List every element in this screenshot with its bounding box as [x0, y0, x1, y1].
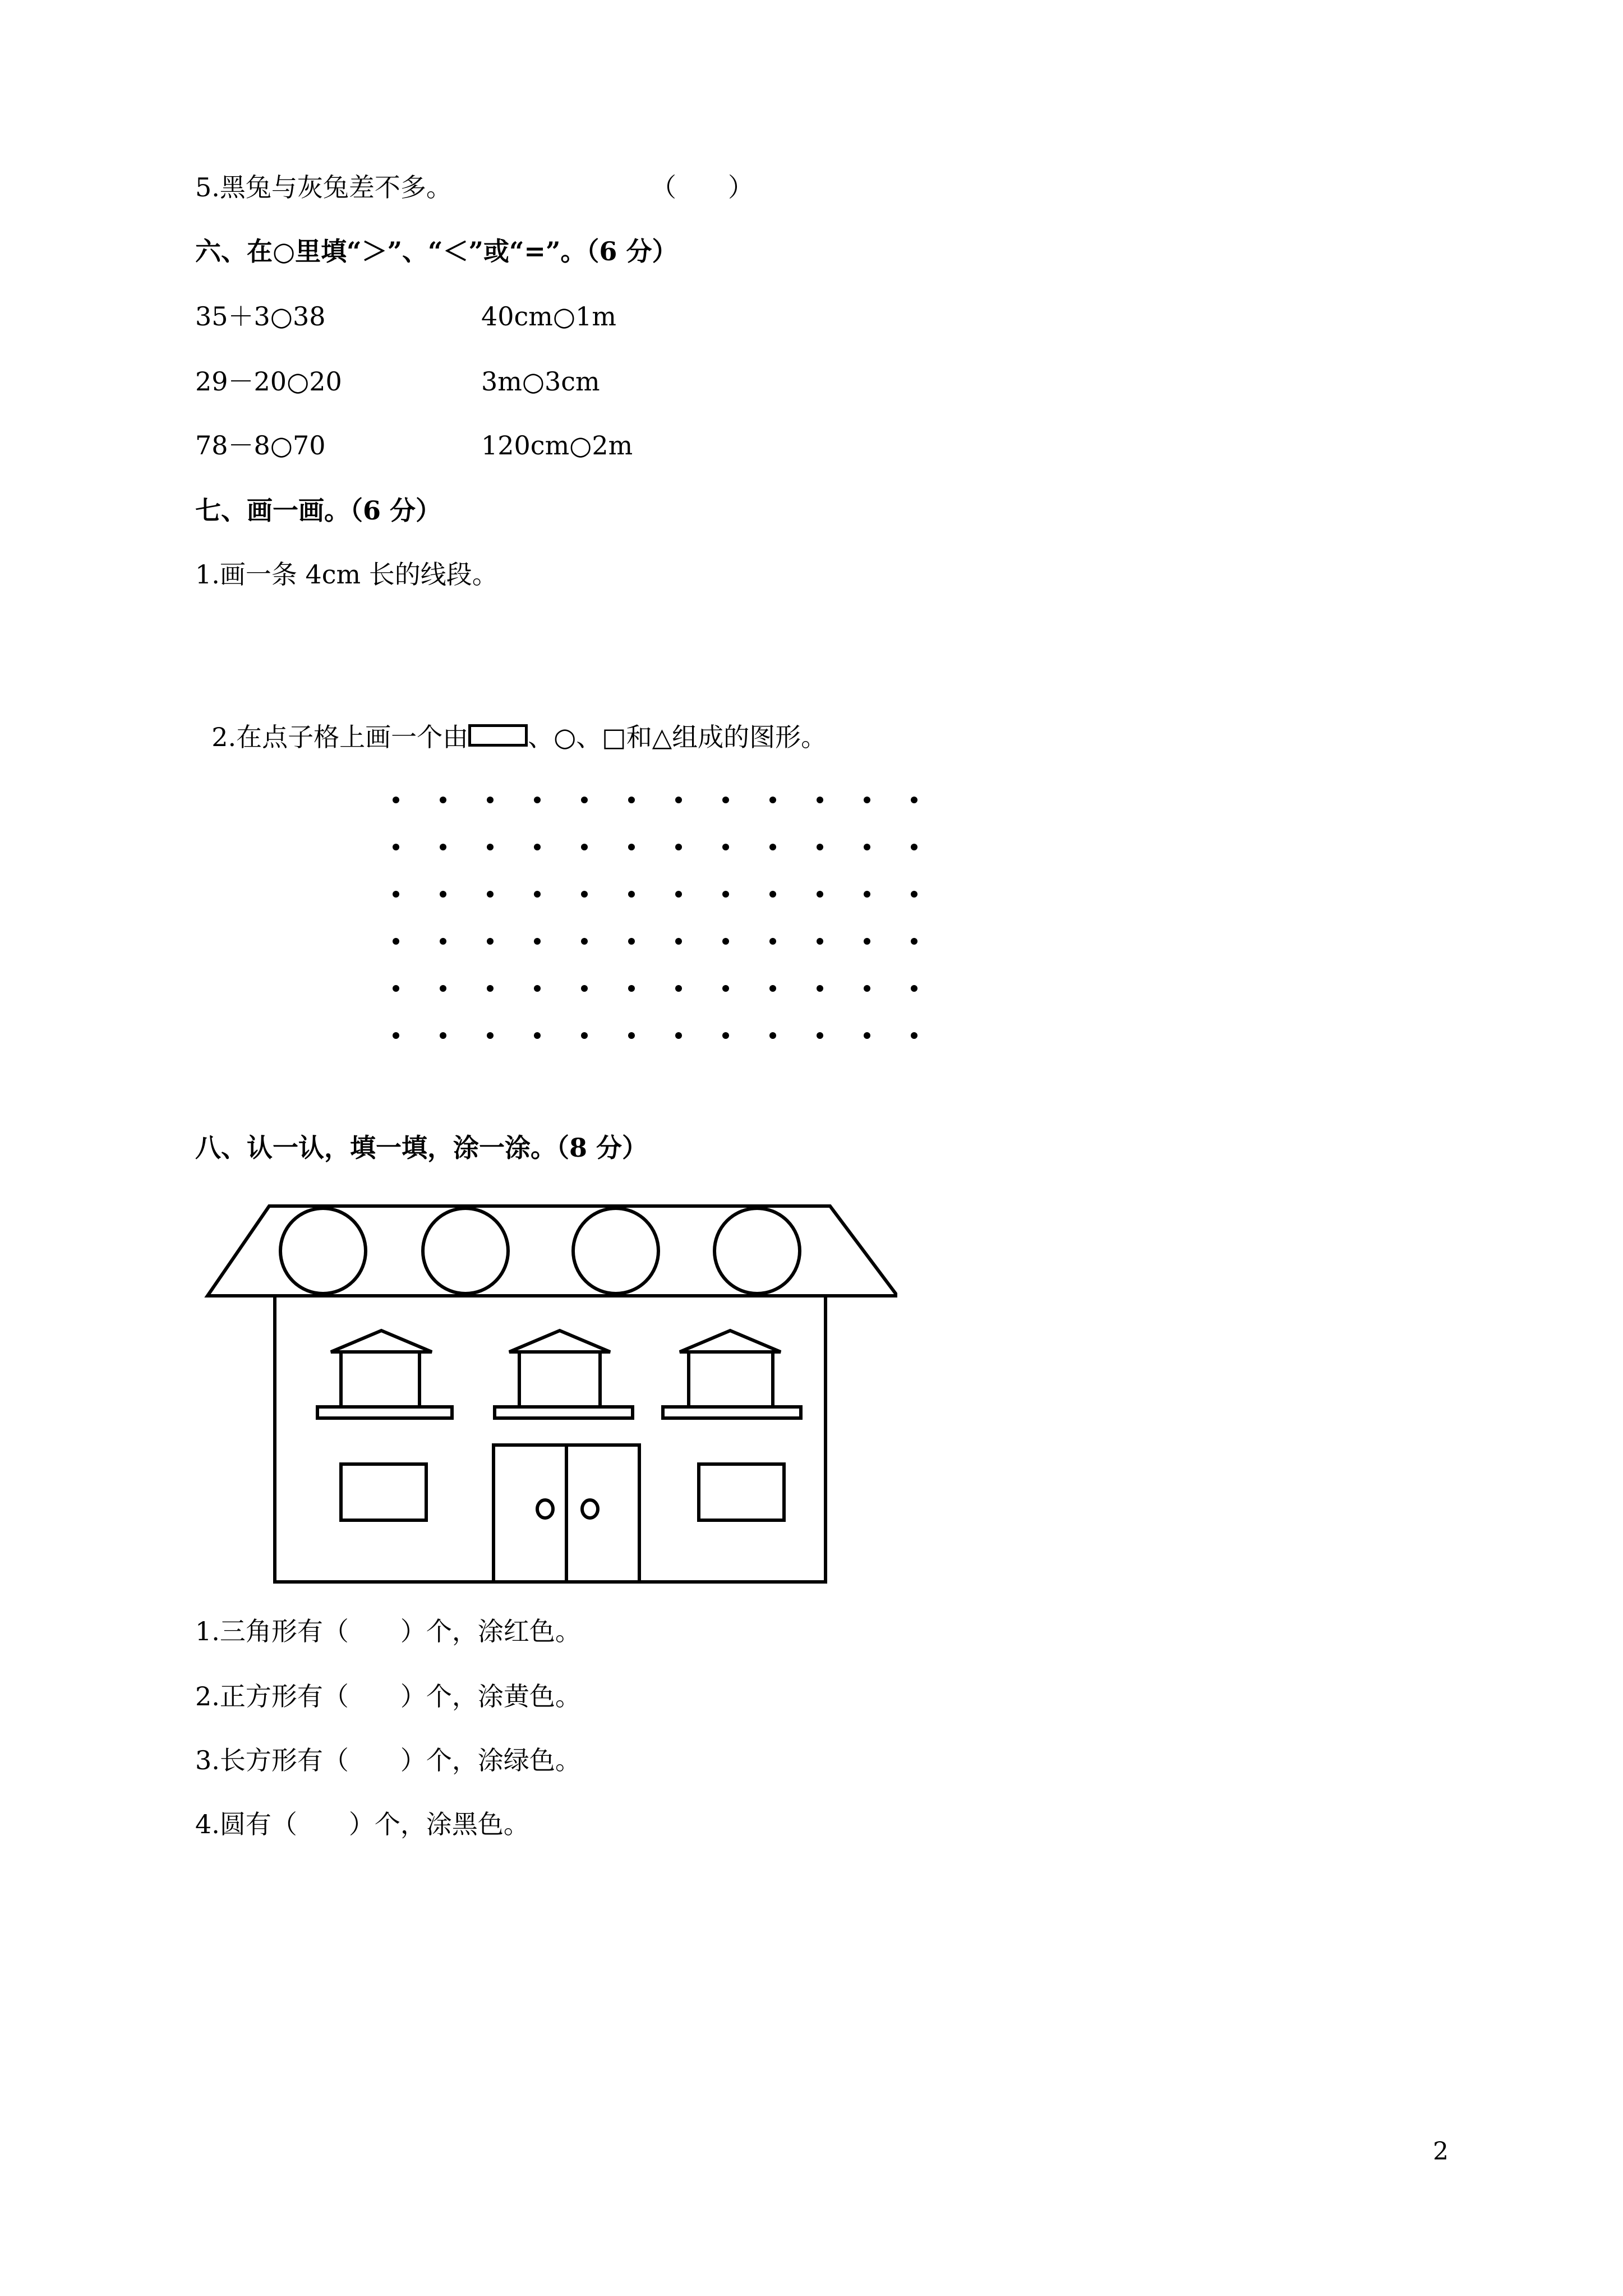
triangle-question: 1.三角形有（ ）个，涂红色。 — [195, 1616, 581, 1646]
draw-shape-prefix: 2.在点子格上画一个由 — [211, 722, 469, 752]
lower-window-rect — [699, 1464, 784, 1520]
grid-dot — [769, 985, 776, 992]
grid-dot — [675, 985, 682, 992]
grid-dot — [393, 938, 399, 945]
section-7-title: 七、画一画。（6 分） — [195, 495, 442, 526]
grid-dot — [628, 1032, 635, 1039]
grid-dot — [581, 1032, 588, 1039]
grid-dot — [864, 891, 870, 898]
grid-dot — [864, 985, 870, 992]
grid-dot — [440, 891, 446, 898]
grid-dot — [722, 797, 729, 803]
grid-dot — [393, 1032, 399, 1039]
grid-dot — [722, 891, 729, 898]
grid-dot — [534, 891, 541, 898]
grid-dot — [393, 797, 399, 803]
grid-dot — [864, 797, 870, 803]
house-walls — [275, 1296, 826, 1582]
grid-dot — [722, 938, 729, 945]
page-number: 2 — [1433, 2137, 1449, 2166]
grid-dot — [911, 891, 917, 898]
window-sill — [317, 1407, 452, 1418]
square-question: 2.正方形有（ ）个，涂黄色。 — [195, 1681, 581, 1711]
grid-dot — [864, 938, 870, 945]
grid-dot — [487, 844, 494, 850]
grid-dot — [817, 938, 823, 945]
grid-dot — [769, 938, 776, 945]
grid-dot — [769, 891, 776, 898]
compare-row-2-left: 29－20○20 — [195, 366, 342, 397]
window-sill — [495, 1407, 633, 1418]
window-square — [519, 1352, 600, 1407]
grid-dot — [628, 891, 635, 898]
section-8-title: 八、认一认，填一填，涂一涂。（8 分） — [195, 1133, 648, 1163]
roof-circle — [423, 1208, 508, 1294]
draw-line-item: 1.画一条 4cm 长的线段。 — [195, 559, 498, 590]
grid-dot — [864, 1032, 870, 1039]
grid-dot — [722, 844, 729, 850]
grid-dot — [817, 891, 823, 898]
window-square — [689, 1352, 773, 1407]
grid-dot — [864, 844, 870, 850]
grid-dot — [440, 938, 446, 945]
roof-circle — [280, 1208, 366, 1294]
grid-dot — [675, 844, 682, 850]
grid-dot — [487, 797, 494, 803]
grid-dot — [911, 844, 917, 850]
grid-dot — [628, 797, 635, 803]
grid-dot — [393, 985, 399, 992]
compare-row-1-right: 40cm○1m — [481, 301, 616, 332]
grid-dot — [487, 891, 494, 898]
question-5: 5.黑兔与灰兔差不多。 — [195, 172, 452, 203]
grid-dot — [487, 1032, 494, 1039]
grid-dot — [581, 938, 588, 945]
lower-window-rect — [341, 1464, 426, 1520]
answer-blank-5[interactable]: （ ） — [651, 172, 754, 203]
door-knob-circle — [537, 1500, 553, 1518]
grid-dot — [675, 938, 682, 945]
grid-dot — [440, 797, 446, 803]
grid-dot — [675, 1032, 682, 1039]
rectangle-icon — [468, 724, 528, 747]
grid-dot — [393, 891, 399, 898]
window-triangle — [680, 1331, 781, 1352]
grid-dot — [769, 797, 776, 803]
grid-dot — [581, 797, 588, 803]
window-triangle — [331, 1331, 432, 1352]
grid-dot — [911, 1032, 917, 1039]
compare-row-2-right: 3m○3cm — [481, 366, 600, 397]
grid-dot — [487, 985, 494, 992]
grid-dot — [628, 985, 635, 992]
grid-dot — [440, 985, 446, 992]
grid-dot — [581, 844, 588, 850]
grid-dot — [628, 938, 635, 945]
grid-dot — [534, 1032, 541, 1039]
window-triangle — [509, 1331, 610, 1352]
grid-dot — [440, 1032, 446, 1039]
circle-question: 4.圆有（ ）个，涂黑色。 — [195, 1809, 529, 1839]
grid-dot — [769, 1032, 776, 1039]
grid-dot — [487, 938, 494, 945]
grid-dot — [440, 844, 446, 850]
grid-dot — [534, 797, 541, 803]
grid-dot — [581, 891, 588, 898]
grid-dot — [675, 891, 682, 898]
grid-dot — [722, 1032, 729, 1039]
grid-dot — [393, 844, 399, 850]
grid-dot — [722, 985, 729, 992]
grid-dot — [911, 797, 917, 803]
roof-circle — [714, 1208, 800, 1294]
compare-row-3-left: 78－8○70 — [195, 430, 326, 461]
grid-dot — [534, 938, 541, 945]
grid-dot — [817, 985, 823, 992]
section-6-title: 六、在○里填“＞”、“＜”或“=”。（6 分） — [195, 236, 678, 266]
door-knob-circle — [582, 1500, 598, 1518]
grid-dot — [911, 938, 917, 945]
roof-circle — [573, 1208, 658, 1294]
grid-dot — [817, 797, 823, 803]
draw-shape-item — [195, 687, 827, 754]
grid-dot — [581, 985, 588, 992]
grid-dot — [675, 797, 682, 803]
grid-dot — [769, 844, 776, 850]
compare-row-1-left: 35＋3○38 — [195, 301, 326, 332]
roof-trapezoid — [208, 1206, 897, 1296]
grid-dot — [534, 844, 541, 850]
house-figure — [202, 1200, 897, 1593]
compare-row-3-right: 120cm○2m — [481, 430, 633, 461]
grid-dot — [817, 1032, 823, 1039]
grid-dot — [817, 844, 823, 850]
grid-dot — [534, 985, 541, 992]
window-sill — [663, 1407, 801, 1418]
grid-dot — [911, 985, 917, 992]
rectangle-question: 3.长方形有（ ）个，涂绿色。 — [195, 1745, 581, 1775]
window-square — [341, 1352, 419, 1407]
draw-shape-suffix: 、○、□和△组成的图形。 — [528, 722, 827, 752]
grid-dot — [628, 844, 635, 850]
